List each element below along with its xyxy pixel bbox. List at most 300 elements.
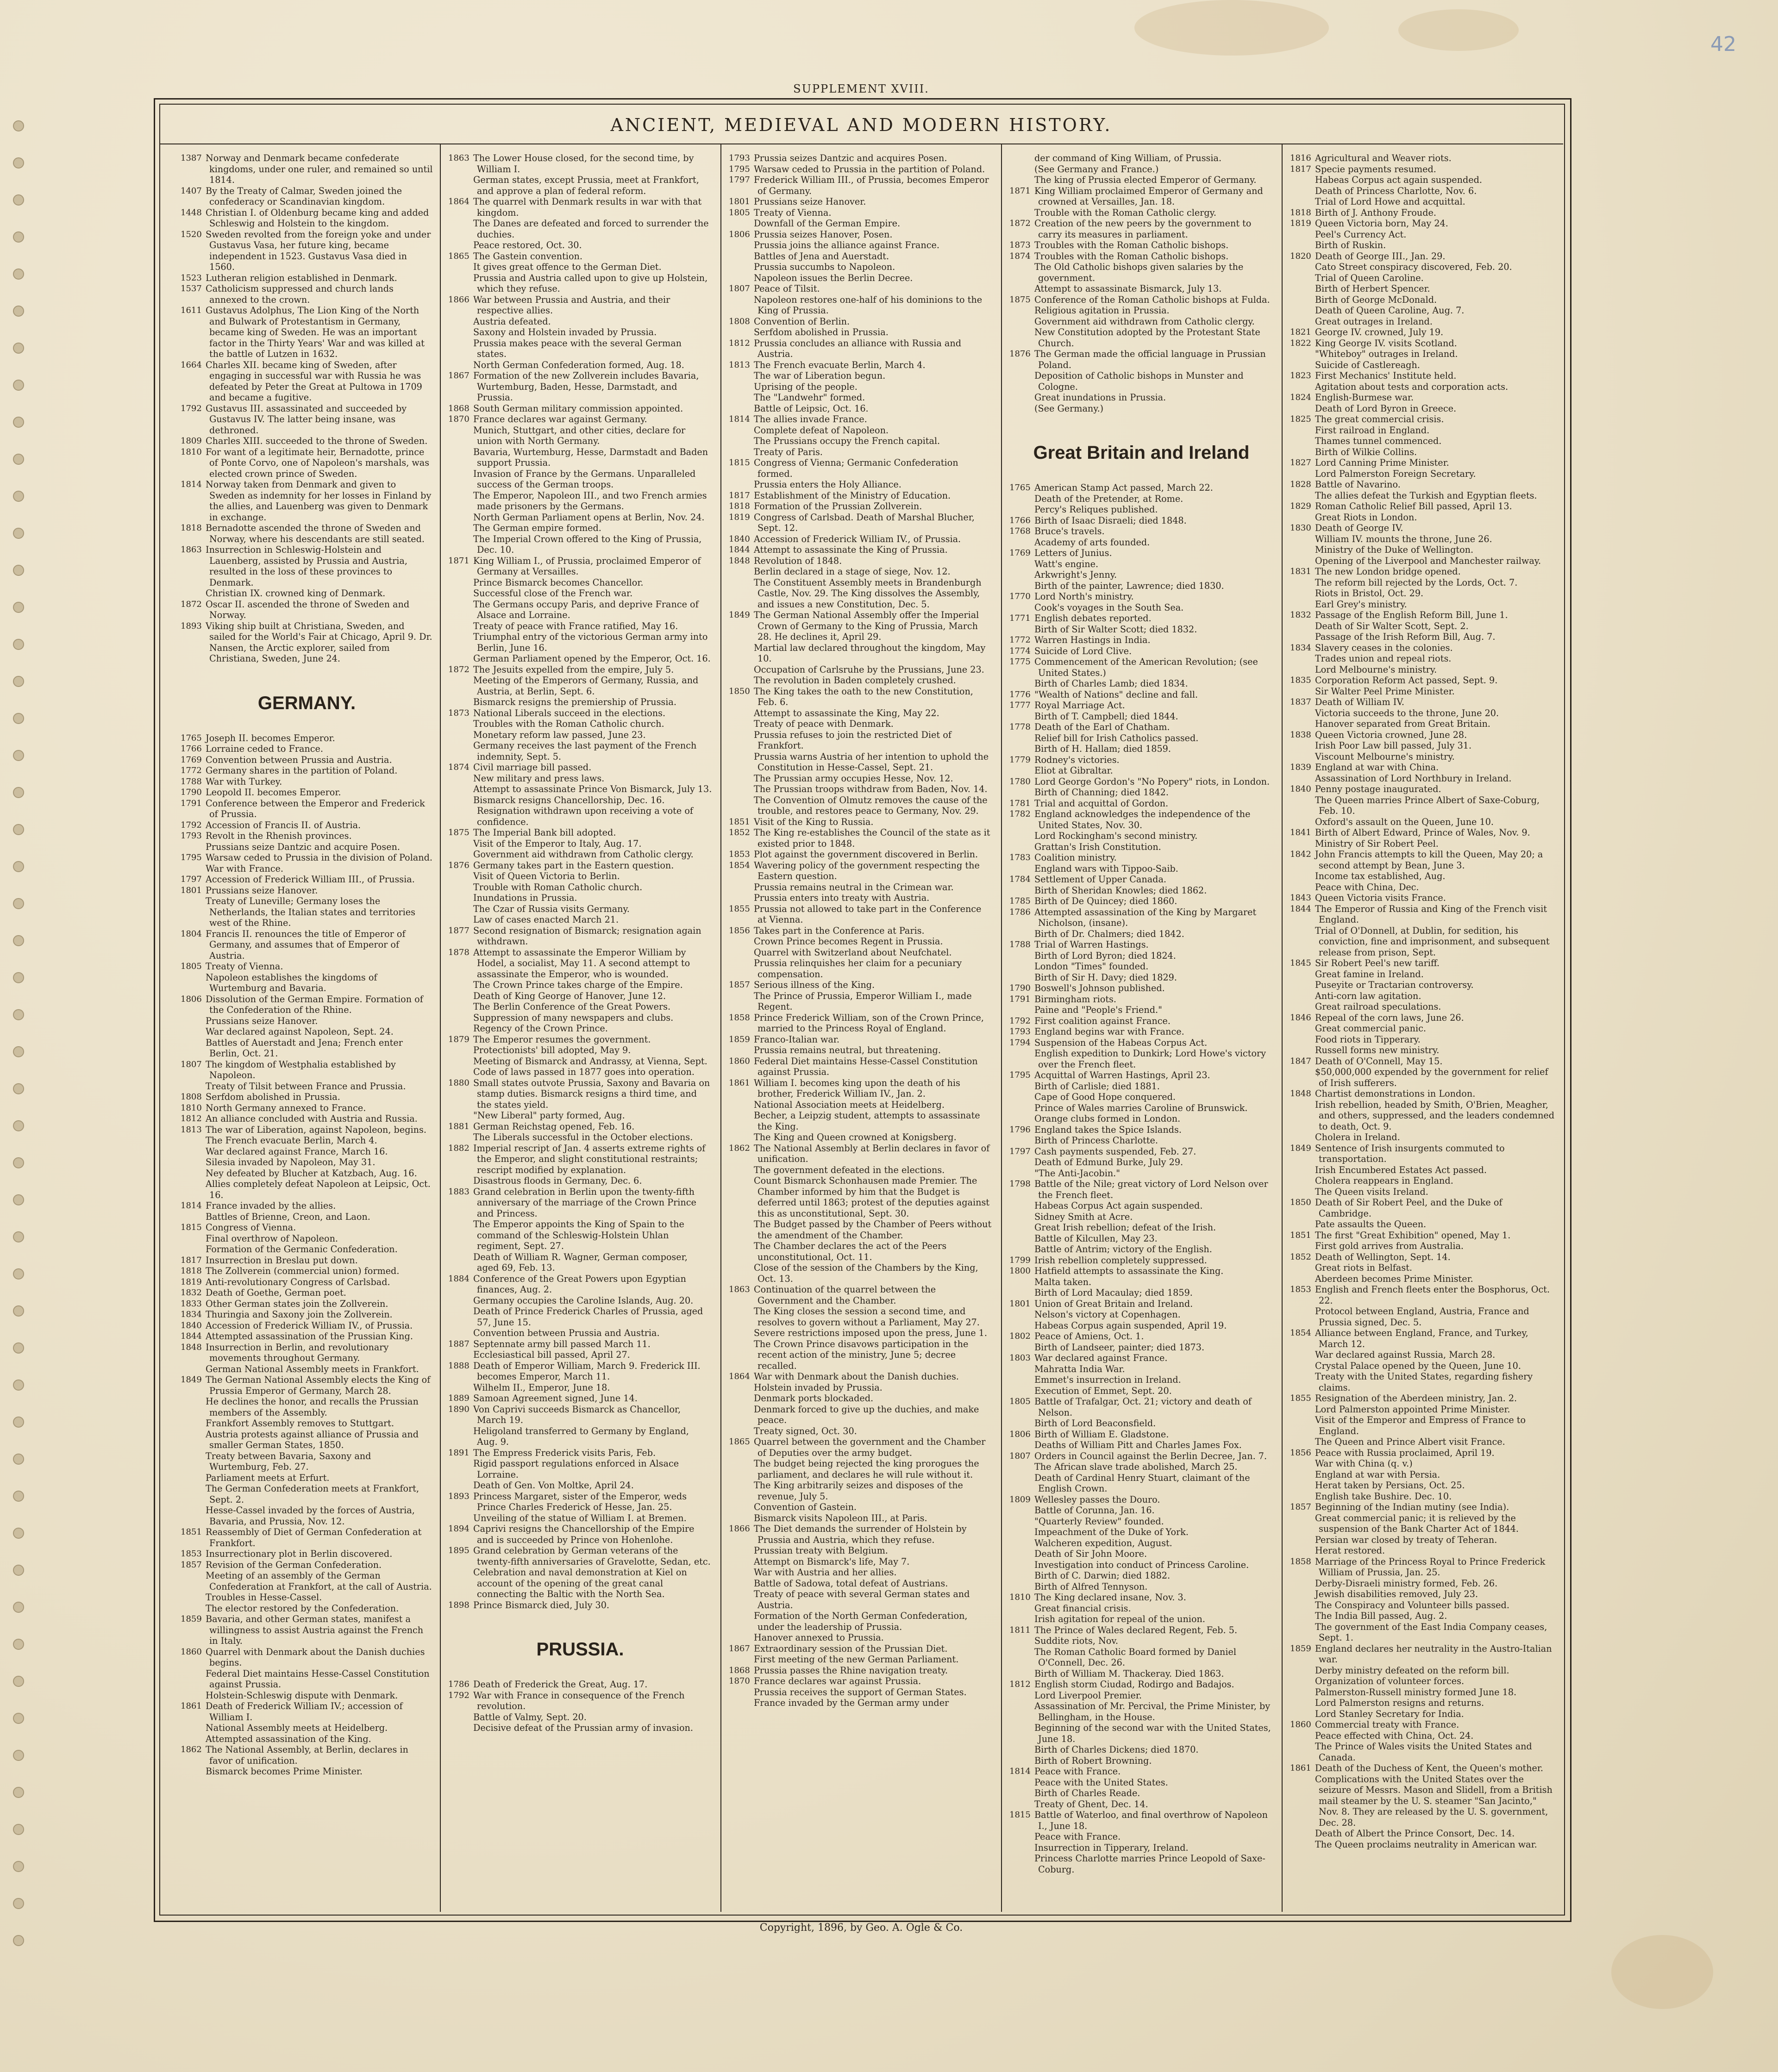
entry-text: Lord Palmerston resigns and returns.	[1315, 1698, 1484, 1708]
entry-year: 1862	[181, 1745, 202, 1754]
timeline-entry	[1009, 787, 1273, 798]
entry-text: The Czar of Russia visits Germany.	[473, 903, 630, 914]
timeline-entry	[1290, 447, 1556, 458]
timeline-entry	[1009, 1016, 1273, 1027]
entry-text: Attempt to assassinate Bismarck, July 13.	[1034, 283, 1222, 294]
entry-text: Battle of Corunna, Jan. 16.	[1034, 1505, 1155, 1516]
entry-year: 1792	[1009, 1016, 1031, 1026]
column-divider	[720, 144, 721, 1912]
timeline-entry	[448, 1219, 712, 1252]
timeline-entry	[729, 1339, 993, 1372]
entry-year: 1808	[729, 316, 750, 326]
timeline-entry	[729, 534, 993, 545]
timeline-entry	[729, 1175, 993, 1219]
entry-text: Austria protests against alliance of Prussia and smaller German States, 1850.	[206, 1429, 419, 1450]
entry-text: Birth of Landseer, painter; died 1873.	[1034, 1342, 1205, 1353]
timeline-entry	[448, 871, 712, 882]
timeline-entry	[729, 849, 993, 860]
entry-text: Prussians seize Hanover.	[206, 1015, 318, 1026]
entry-year: 1815	[181, 1223, 202, 1232]
timeline-entry	[181, 1211, 433, 1223]
timeline-entry	[729, 1458, 993, 1480]
timeline-entry	[181, 588, 433, 599]
entry-text: Dissolution of the German Empire. Formation of the Confederation of the Rhine.	[206, 993, 423, 1015]
entry-text: Catholicism suppressed and church lands annexed to the crown.	[206, 283, 394, 305]
entry-text: The Gastein convention.	[473, 250, 582, 262]
timeline-entry	[1009, 1081, 1273, 1092]
timeline-entry	[181, 1135, 433, 1146]
timeline-entry	[181, 1037, 433, 1059]
timeline-entry	[1290, 1284, 1556, 1306]
entry-text: The Convention of Olmutz removes the cause of the trouble, and restores peace to Germany, Nov. 29.	[754, 794, 988, 816]
entry-year: 1872	[1009, 218, 1031, 228]
timeline-entry	[1009, 537, 1273, 548]
entry-text: Nelson's victory at Copenhagen.	[1034, 1309, 1181, 1320]
entry-text: Death of Goethe, German poet.	[206, 1287, 346, 1298]
entry-year: 1797	[181, 874, 202, 884]
entry-year: 1817	[1290, 164, 1311, 174]
entry-year: 1795	[729, 164, 750, 174]
binding-hole	[13, 1417, 24, 1428]
timeline-entry	[448, 338, 712, 360]
timeline-entry	[1009, 1788, 1273, 1799]
entry-text: France invaded by the German army under	[754, 1698, 949, 1708]
timeline-entry	[181, 544, 433, 588]
timeline-entry	[729, 784, 993, 795]
entry-text: England wars with Tippoo-Saib.	[1034, 863, 1178, 874]
timeline-entry	[1009, 830, 1273, 842]
entry-year: 1769	[1009, 548, 1031, 558]
timeline-entry	[181, 1364, 433, 1375]
entry-text: Bernadotte ascended the throne of Sweden and Norway, where his descendants are still seated.	[206, 523, 425, 544]
timeline-entry	[1009, 809, 1273, 830]
entry-text: The German Confederation meets at Frankfort, Sept. 2.	[206, 1483, 419, 1505]
entry-text: The war of Liberation, against Napoleon, begins.	[206, 1124, 426, 1135]
timeline-entry	[1290, 1448, 1556, 1459]
timeline-entry	[729, 773, 993, 784]
timeline-entry	[448, 838, 712, 849]
entry-year: 1845	[1290, 958, 1311, 968]
timeline-entry	[448, 1349, 712, 1361]
timeline-entry	[1009, 743, 1273, 755]
entry-text: German Parliament opened by the Emperor, Oct. 16.	[473, 653, 711, 664]
entry-year: 1808	[181, 1092, 202, 1102]
timeline-entry	[1009, 1777, 1273, 1788]
timeline-entry	[448, 1679, 712, 1690]
timeline-entry	[181, 1473, 433, 1484]
supplement-label: SUPPLEMENT XVIII.	[793, 82, 929, 95]
entry-year: 1871	[448, 555, 470, 566]
entry-year: 1782	[1009, 809, 1031, 819]
timeline-entry	[729, 1143, 993, 1165]
timeline-entry	[448, 534, 712, 555]
timeline-entry	[1009, 175, 1273, 186]
entry-text: Birth of Dr. Chalmers; died 1842.	[1034, 928, 1184, 939]
timeline-entry	[729, 447, 993, 458]
timeline-entry	[448, 1339, 712, 1350]
entry-text: Treaty of Luneville; Germany loses the Netherlands, the Italian states and territories west of the Rhine.	[206, 896, 415, 928]
entry-year: 1848	[1290, 1089, 1311, 1098]
entry-year: 1407	[181, 186, 202, 196]
timeline-entry	[181, 994, 433, 1016]
timeline-entry	[1009, 689, 1273, 700]
entry-year: 1856	[729, 925, 750, 936]
entry-text: Holstein invaded by Prussia.	[754, 1382, 883, 1393]
entry-text: The Emperor of Russia and King of the French visit England.	[1315, 903, 1547, 925]
timeline-entry	[1009, 283, 1273, 294]
timeline-entry	[729, 795, 993, 817]
entry-text: Sidney Smith at Acre.	[1034, 1211, 1133, 1222]
timeline-entry	[448, 1143, 712, 1176]
entry-year: 1893	[181, 621, 202, 631]
timeline-entry	[1290, 784, 1556, 795]
timeline-entry	[448, 708, 712, 719]
entry-year: 1788	[1009, 940, 1031, 949]
timeline-entry	[729, 207, 993, 218]
timeline-entry	[1009, 1320, 1273, 1331]
timeline-entry	[729, 882, 993, 893]
entry-year: 1825	[1290, 414, 1311, 424]
history-column	[448, 153, 712, 1907]
timeline-entry	[729, 1284, 993, 1306]
entry-year: 1812	[729, 338, 750, 348]
timeline-entry	[1290, 1741, 1556, 1763]
entry-text: Irish agitation for repeal of the union.	[1034, 1614, 1205, 1624]
entry-text: Napoleon restores one-half of his dominions to the King of Prussia.	[754, 294, 983, 316]
entry-text: Death of the Earl of Chatham.	[1034, 722, 1170, 732]
entry-text: Lutheran religion established in Denmark.	[206, 272, 397, 283]
timeline-entry	[181, 885, 433, 896]
entry-text: Death of Lord Byron in Greece.	[1315, 403, 1457, 414]
entry-text: Attempt to assassinate the King, May 22.	[754, 707, 939, 718]
entry-year: 1822	[1290, 338, 1311, 348]
timeline-entry	[729, 316, 993, 327]
timeline-entry	[448, 1448, 712, 1459]
entry-text: Sentence of Irish insurgents commuted to transportation.	[1315, 1142, 1505, 1164]
entry-text: Prussia enters into treaty with Austria.	[754, 892, 930, 903]
timeline-entry	[1009, 983, 1273, 994]
timeline-entry	[1009, 1418, 1273, 1429]
timeline-entry	[1009, 305, 1273, 316]
entry-text: Peel's Currency Act.	[1315, 229, 1407, 240]
timeline-entry	[729, 240, 993, 251]
entry-text: Protectionists' bill adopted, May 9.	[473, 1045, 631, 1055]
timeline-entry	[729, 730, 993, 751]
timeline-entry	[448, 588, 712, 599]
entry-text: Birth of Sir Walter Scott; died 1832.	[1034, 624, 1197, 635]
entry-text: Death of George III., Jan. 29.	[1315, 250, 1446, 262]
entry-text: English debates reported.	[1034, 613, 1152, 624]
entry-year: 1853	[1290, 1285, 1311, 1294]
entry-text: The German made the official language in Prussian Poland.	[1034, 349, 1266, 370]
timeline-entry	[448, 240, 712, 251]
timeline-entry	[1290, 186, 1556, 197]
timeline-entry	[181, 874, 433, 885]
timeline-entry	[1009, 1113, 1273, 1124]
entry-year: 1819	[1290, 218, 1311, 228]
timeline-entry	[1009, 1527, 1273, 1538]
entry-year: 1811	[1009, 1625, 1031, 1635]
timeline-entry	[448, 1690, 712, 1712]
timeline-entry	[729, 947, 993, 958]
entry-text: English take Bushire. Dec. 10.	[1315, 1491, 1452, 1502]
entry-text: Agitation about tests and corporation acts.	[1315, 381, 1509, 392]
timeline-entry	[181, 1146, 433, 1157]
entry-text: Silesia invaded by Napoleon, May 31.	[206, 1157, 376, 1167]
entry-text: Viking ship built at Christiana, Sweden, and sailed for the World's Fair at Chicago, April 9. Dr. Nansen, the Arctic explorer, sailed from Christiana, Sweden, June 24.	[206, 620, 432, 664]
timeline-entry	[1009, 218, 1273, 240]
entry-year: 1828	[1290, 480, 1311, 489]
entry-text: England at war with China.	[1315, 762, 1439, 773]
entry-text: War declared against Russia, March 28.	[1315, 1349, 1496, 1360]
entry-year: 1841	[1290, 828, 1311, 837]
entry-text: Death of the Pretender, at Rome.	[1034, 493, 1183, 504]
timeline-entry	[181, 436, 433, 447]
entry-text: Beginning of the Indian mutiny (see India).	[1315, 1502, 1509, 1512]
timeline-entry	[448, 512, 712, 523]
entry-text: Invasion of France by the Germans. Unparalleled success of the German troops.	[473, 468, 696, 490]
timeline-entry	[1009, 1233, 1273, 1244]
timeline-entry	[1009, 1222, 1273, 1233]
timeline-entry	[1290, 1491, 1556, 1502]
entry-text: Creation of the new peers by the government to carry its measures in parliament.	[1034, 218, 1252, 240]
timeline-entry	[448, 273, 712, 294]
entry-year: 1861	[729, 1078, 750, 1088]
entry-text: France declares war against Germany.	[473, 414, 647, 424]
binding-hole	[13, 1602, 24, 1613]
entry-year: 1870	[448, 414, 470, 424]
entry-text: The French evacuate Berlin, March 4.	[206, 1135, 377, 1146]
binding-hole	[13, 1046, 24, 1057]
timeline-entry	[1009, 1647, 1273, 1668]
timeline-entry	[448, 860, 712, 871]
timeline-entry	[181, 1570, 433, 1592]
entry-text: Treaty of Tilsit between France and Prussia.	[206, 1080, 406, 1092]
entry-text: First coalition against France.	[1034, 1015, 1171, 1026]
binding-hole	[13, 1750, 24, 1761]
timeline-entry	[1290, 1578, 1556, 1589]
entry-text: Grand celebration by German veterans of the twenty-fifth anniversaries of Gravelotte, Sedan, etc.	[473, 1545, 711, 1567]
entry-text: The King takes the oath to the new Constitution, Feb. 6.	[754, 686, 973, 707]
timeline-entry	[729, 175, 993, 196]
entry-text: Prussian treaty with Belgium.	[754, 1545, 888, 1556]
entry-text: England acknowledges the independence of the United States, Nov. 30.	[1034, 809, 1251, 830]
entry-text: Crystal Palace opened by the Queen, June 10.	[1315, 1360, 1521, 1371]
entry-text: For want of a legitimate heir, Bernadotte, prince of Ponte Corvo, one of Napoleon's marshals, was elected crown prince of Sweden.	[206, 446, 430, 479]
entry-year: 1887	[448, 1339, 470, 1349]
timeline-entry	[448, 294, 712, 316]
entry-year: 1387	[181, 153, 202, 163]
entry-text: German Reichstag opened, Feb. 16.	[473, 1121, 635, 1132]
entry-year: 1867	[448, 371, 470, 381]
entry-year: 1809	[181, 436, 202, 446]
timeline-entry	[1009, 251, 1273, 262]
timeline-entry	[729, 479, 993, 490]
timeline-entry	[729, 925, 993, 936]
binding-hole	[13, 1861, 24, 1872]
timeline-entry	[1009, 482, 1273, 493]
timeline-entry	[448, 1361, 712, 1382]
entry-text: Wellesley passes the Douro.	[1034, 1494, 1160, 1505]
entry-text: Great Riots in London.	[1315, 512, 1417, 523]
entry-text: Berlin declared in a stage of siege, Nov. 12.	[754, 566, 951, 577]
entry-text: Civil marriage bill passed.	[473, 762, 592, 773]
entry-year: 1809	[1009, 1494, 1031, 1504]
timeline-entry	[448, 1306, 712, 1328]
entry-text: Beginning of the second war with the United States, June 18.	[1034, 1723, 1271, 1744]
entry-text: Prussia concludes an alliance with Russia and Austria.	[754, 337, 962, 359]
timeline-entry	[729, 664, 993, 675]
timeline-entry	[181, 1277, 433, 1288]
timeline-entry	[729, 544, 993, 555]
entry-text: Birth of Channing; died 1842.	[1034, 787, 1169, 798]
entry-text: Disastrous floods in Germany, Dec. 6.	[473, 1175, 642, 1186]
entry-text: Birth of Lord Byron; died 1824.	[1034, 950, 1176, 961]
timeline-entry	[448, 1491, 712, 1513]
entry-year: 1791	[181, 798, 202, 808]
binding-hole	[13, 1713, 24, 1724]
binding-hole	[13, 898, 24, 909]
entry-text: Prussia seizes Dantzic and acquires Posen.	[754, 153, 947, 163]
timeline-entry	[1009, 1701, 1273, 1723]
entry-text: Earl Grey's ministry.	[1315, 599, 1407, 610]
timeline-entry	[729, 1034, 993, 1045]
entry-year: 1827	[1290, 458, 1311, 468]
timeline-entry	[448, 904, 712, 915]
timeline-entry	[729, 1099, 993, 1111]
entry-text: Battle of Leipsic, Oct. 16.	[754, 403, 869, 414]
binding-hole	[13, 1454, 24, 1465]
entry-text: Birth of Charles Reade.	[1034, 1788, 1140, 1798]
timeline-entry	[181, 1092, 433, 1103]
timeline-entry	[448, 621, 712, 632]
entry-text: Anti-revolutionary Congress of Carlsbad.	[206, 1276, 390, 1287]
timeline-entry	[1290, 958, 1556, 969]
entry-text: Birth of Alfred Tennyson.	[1034, 1581, 1148, 1592]
entry-text: Chartist demonstrations in London.	[1315, 1088, 1476, 1099]
entry-year: 1805	[729, 207, 750, 218]
entry-text: Wilhelm II., Emperor, June 18.	[473, 1382, 610, 1393]
entry-text: English-Burmese war.	[1315, 392, 1414, 403]
entry-text: Charles XIII. succeeded to the throne of Sweden.	[206, 436, 428, 446]
entry-text: Bavaria, and other German states, manifest a willingness to assist Austria against the French in Italy.	[206, 1614, 424, 1646]
entry-text: Trial of Queen Caroline.	[1315, 272, 1424, 283]
timeline-entry	[181, 186, 433, 207]
entry-text: Treaty of peace with France ratified, May 16.	[473, 620, 678, 631]
timeline-entry	[181, 1560, 433, 1571]
entry-text: The Jesuits expelled from the empire, July 5.	[473, 664, 674, 675]
entry-text: Death of Cardinal Henry Stuart, claimant of the English Crown.	[1034, 1472, 1250, 1494]
section-heading: Great Britain and Ireland	[1033, 443, 1250, 463]
entry-text: Formation of the Germanic Confederation.	[206, 1244, 398, 1254]
timeline-entry	[1290, 381, 1556, 393]
timeline-entry	[1009, 1385, 1273, 1397]
timeline-entry	[729, 904, 993, 925]
timeline-entry	[1009, 1723, 1273, 1744]
timeline-entry	[1290, 1175, 1556, 1186]
entry-text: American Stamp Act passed, March 22.	[1034, 482, 1213, 493]
timeline-entry	[1009, 1668, 1273, 1679]
entry-text: Quarrel with Switzerland about Neufchatel.	[754, 947, 952, 958]
timeline-entry	[448, 1001, 712, 1012]
timeline-entry	[181, 1113, 433, 1124]
entry-year: 1859	[729, 1034, 750, 1044]
entry-year: 1856	[1290, 1448, 1311, 1458]
timeline-entry	[181, 1647, 433, 1668]
timeline-entry	[729, 892, 993, 904]
timeline-entry	[1009, 1799, 1273, 1810]
entry-text: Convention of Gastein.	[754, 1502, 857, 1512]
timeline-entry	[729, 1306, 993, 1328]
timeline-entry	[448, 1600, 712, 1611]
timeline-entry	[729, 164, 993, 175]
timeline-entry	[181, 842, 433, 853]
entry-text: Imperial rescript of Jan. 4 asserts extreme rights of the Emperor, and slight constitutional restraints; rescript modified by explanation.	[473, 1142, 706, 1175]
timeline-entry	[729, 577, 993, 610]
timeline-entry	[448, 1186, 712, 1219]
entry-text: Francis II. renounces the title of Emperor of Germany, and assumes that of Emperor of Austria.	[206, 928, 406, 961]
entry-year: 1855	[1290, 1393, 1311, 1403]
timeline-entry	[448, 1393, 712, 1404]
entry-text: Death of Queen Caroline, Aug. 7.	[1315, 305, 1465, 316]
entry-year: 1860	[1290, 1720, 1311, 1729]
entry-text: Birth of Herbert Spencer.	[1315, 283, 1430, 294]
entry-text: Prince Frederick William, son of the Crown Prince, married to the Princess Royal of England.	[754, 1012, 984, 1034]
entry-text: The Old Catholic bishops given salaries by the government.	[1034, 262, 1244, 283]
entry-text: Orange clubs formed in London.	[1034, 1113, 1181, 1124]
entry-text: Battle of Kilcullen, May 23.	[1034, 1233, 1158, 1244]
timeline-entry	[181, 1723, 433, 1734]
entry-year: 1810	[1009, 1592, 1031, 1602]
timeline-entry	[729, 1219, 993, 1241]
entry-text: Repeal of the corn laws, June 26.	[1315, 1012, 1464, 1023]
entry-year: 1765	[181, 733, 202, 743]
entry-text: Lord Canning Prime Minister.	[1315, 457, 1449, 468]
entry-text: Von Caprivi succeeds Bismarck as Chancellor, March 19.	[473, 1404, 681, 1425]
binding-hole	[13, 231, 24, 243]
timeline-entry	[181, 787, 433, 798]
entry-year: 1819	[729, 512, 750, 522]
entry-text: Warsaw ceded to Prussia in the partition of Poland.	[754, 163, 985, 175]
entry-text: Suspension of the Habeas Corpus Act.	[1034, 1037, 1208, 1048]
timeline-entry	[1290, 262, 1556, 273]
timeline-entry	[729, 718, 993, 730]
entry-text: Birth of Carlisle; died 1881.	[1034, 1080, 1160, 1092]
entry-year: 1877	[448, 925, 470, 936]
timeline-entry	[1290, 849, 1556, 871]
entry-text: Death of William R. Wagner, German composer, aged 69, Feb. 13.	[473, 1251, 688, 1273]
entry-text: Commencement of the American Revolution; (see United States.)	[1034, 656, 1258, 678]
entry-text: Germany takes part in the Eastern question.	[473, 860, 674, 871]
timeline-entry	[448, 523, 712, 534]
entry-text: Quarrel with Denmark about the Danish duchies begins.	[206, 1646, 425, 1668]
timeline-entry	[448, 218, 712, 240]
timeline-entry	[1290, 708, 1556, 719]
entry-text: Oscar II. ascended the throne of Sweden and Norway.	[206, 599, 410, 620]
entry-year: 1857	[1290, 1502, 1311, 1512]
timeline-entry	[1009, 1026, 1273, 1037]
timeline-entry	[1290, 730, 1556, 741]
entry-text: Heligoland transferred to Germany by England, Aug. 9.	[473, 1425, 689, 1447]
timeline-entry	[729, 1382, 993, 1393]
timeline-entry	[1290, 425, 1556, 436]
entry-text: Death of Edmund Burke, July 29.	[1034, 1157, 1183, 1167]
entry-text: Second resignation of Bismarck; resignation again withdrawn.	[473, 925, 701, 947]
entry-text: Code of laws passed in 1877 goes into operation.	[473, 1067, 695, 1077]
timeline-entry	[729, 1698, 993, 1709]
entry-text: Revision of the German Confederation.	[206, 1559, 382, 1570]
timeline-entry	[1009, 1179, 1273, 1200]
